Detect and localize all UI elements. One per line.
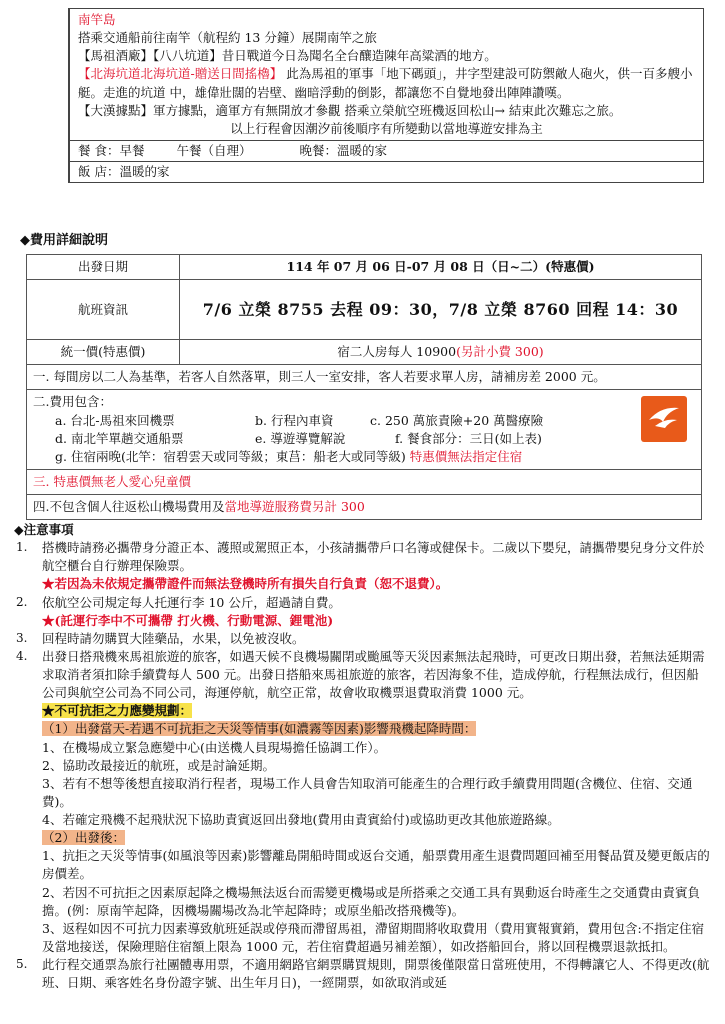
hotel-text: 飯 店：溫暖的家 (69, 162, 703, 182)
note-number: 2. (16, 594, 28, 609)
fee-item-4-red: 當地導遊服務費另計 300 (224, 499, 365, 514)
include-g-note: 特惠價無法指定住宿 (409, 448, 523, 464)
itinerary-highlight: 北海坑道-贈送日間搖櫓】 (140, 66, 283, 82)
force-item: 2、若因不可抗拒之因素原起降之機場無法返台而需變更機場或是所搭乘之交通工具有異動返台時產生之交通費由責賓負擔。(例：原南竿起降，因機場關場改為北竿起降時；或原坐船改搭飛機等)。 (42, 884, 700, 918)
itinerary-line: 【馬祖酒廠】【八八坑道】昔日戰道今日為聞名全台釀造陳年高粱酒的地方。 (78, 48, 497, 64)
note-item (14, 648, 710, 956)
island-name: 南竿島 (78, 12, 116, 27)
itinerary-line: 【大漢據點】軍方據點，適軍方有無開放才參觀 搭乘立榮航空班機返回松山→ 結束此次難忘之旅。 (78, 102, 622, 118)
include-f: f. 餐食部分：三日(如上表) (395, 430, 542, 446)
fee-item-4-text: 四.不包含個人往返松山機場費用及 (33, 499, 225, 514)
note-number: 5. (16, 957, 28, 971)
meal-lunch: 午餐（自理） (176, 142, 252, 158)
fee-table (26, 254, 702, 520)
fee-item-1: 一. 每間房以二人為基準，若客人自然落單，則三人一室安排，客人若要求單人房，請補房差 2000 元。 (33, 369, 606, 385)
force-item: 1、在機場成立緊急應變中心(由送機人員現場擔任協調工作）。 (42, 739, 387, 755)
note-text: 此行程交通票為旅行社團體專用票，不適用網路官網票購買規則，開票後僅限當日當班使用，不得轉讓它人、不得更改(航班、日期、乘客姓名身份證字號、出生年月日)，一經開票，如欲取消或延 (42, 957, 710, 991)
meal-row (69, 140, 703, 161)
note-warning: ★若因為未依規定攜帶證件而無法登機時所有損失自行負責（恕不退費）。 (42, 576, 449, 592)
notes-section (14, 521, 710, 992)
date-label: 出發日期 (27, 255, 180, 280)
force-majeure-case-2: （2）出發後： (42, 830, 125, 846)
fee-includes (27, 390, 702, 470)
note-text: 出發日搭飛機來馬祖旅遊的旅客，如遇天候不良機場關閉或颱風等天災因素無法起飛時，可更改日期出發，若無法延期需求取消者須扣除手續費每人 500 元。出發日搭船來馬祖旅遊的旅客，若因海象不佳，造成停航，行程無法成行，但因船公司與航空公司為不同公司，海運停航，航空正常，故會收取機票退費取消費 1000 元。 (42, 648, 705, 701)
meal-dinner: 晚餐：溫暖的家 (299, 142, 387, 158)
itinerary-line (78, 65, 695, 101)
include-g: g. 住宿兩晚(北竿：宿碧雲天或同等級；東莒：船老大或同等級) (55, 448, 406, 464)
include-a: a. 台北-馬祖來回機票 (55, 412, 175, 428)
flight-label: 航班資訊 (27, 280, 180, 340)
price-label: 統一價(特惠價) (27, 340, 180, 365)
fee-details (27, 365, 702, 390)
note-item (14, 539, 710, 593)
hotel-row (69, 161, 703, 182)
note-number: 1. (16, 540, 28, 555)
itinerary-day-block (69, 9, 703, 140)
force-item: 3、返程如因不可抗力因素導致航班延誤或停飛而滯留馬祖，滯留期間將收取費用（費用實報實銷，費用包含:不指定住宿及當地接送，保險理賠住宿額上限為 1000 元，若住宿費超過另補差額），如改搭船回台，將以回程機票退款抵扣。 (42, 920, 705, 954)
travel-agency-logo (641, 396, 687, 442)
itinerary-text: 此為馬祖的軍事「地下碼頭」，井字型建設可防禦敵人砲火，供一百多艘小艇。走進的坑道 中，雄偉壯闊的岩壁、幽暗浮動的倒影，都讓您不自覺地發出陣陣讚嘆。 (78, 66, 693, 100)
include-c: c. 250 萬旅責險+20 萬醫療險 (370, 412, 544, 428)
force-item: 3、若有不想等後想直接取消行程者，現場工作人員會告知取消可能產生的合理行政手續費用問題(含機位、住宿、交通費)。 (42, 775, 693, 809)
price-value: 宿二人房每人 10900 (337, 344, 457, 360)
includes-row-3 (33, 448, 695, 466)
fee-item-2: 二.費用包含： (33, 394, 112, 410)
include-d: d. 南北竿單趟交通船票 (55, 430, 184, 446)
price-tip: (另計小費 300) (456, 344, 544, 360)
note-text: 回程時請勿購買大陸藥品，水果，以免被沒收。 (42, 630, 305, 646)
includes-row-1 (33, 412, 695, 430)
date-value: 114 年 07 月 06 日-07 月 08 日（日~二）(特惠價) (180, 255, 702, 280)
itinerary-note: 以上行程會因潮汐前後順序有所變動以當地導遊安排為主 (230, 120, 543, 136)
includes-row-2 (33, 430, 695, 448)
include-b: b. 行程內車資 (255, 412, 334, 428)
itinerary-highlight: 【北海坑道 (78, 66, 141, 82)
fee-item-3: 三. 特惠價無老人愛心兒童價 (27, 469, 702, 494)
note-number: 4. (16, 648, 28, 663)
include-e: e. 導遊導覽解說 (255, 430, 346, 446)
note-number: 3. (16, 630, 28, 645)
fee-item-4 (27, 495, 702, 520)
itinerary-line: 搭乘交通船前往南竿（航程約 13 分鐘）展開南竿之旅 (78, 30, 377, 46)
note-text: 搭機時請務必攜帶身分證正本、護照或駕照正本，小孩請攜帶戶口名簿或健保卡。二歲以下嬰兒，請攜帶嬰兒身分文件於航空櫃台自行辦理保險票。 (42, 540, 705, 574)
bird-logo-icon (641, 396, 687, 442)
force-majeure-case-1: （1）出發當天-若遇不可抗拒之天災等情事(如濃霧等因素)影響飛機起降時間： (42, 721, 477, 737)
note-text: 依航空公司規定每人托運行李 10 公斤，超過請自費。 (42, 594, 341, 610)
itinerary-table (68, 8, 704, 183)
section-title: ◆費用詳細說明 (20, 233, 108, 248)
notes-title: ◆注意事項 (14, 522, 74, 537)
force-item: 4、若確定飛機不起飛狀況下協助責賓返回出發地(費用由責賓給付)或協助更改其他旅遊路線。 (42, 812, 560, 827)
note-item (14, 594, 710, 630)
force-item: 2、協助改最接近的航班，或是討論延期。 (42, 757, 275, 773)
note-warning: ★(託運行李中不可攜帶 打火機、行動電源、鋰電池) (42, 612, 334, 628)
force-item: 1、抗拒之天災等情事(如風浪等因素)影響離島開船時間或返台交通，船票費用產生退費問題回補至用餐品質及變更飯店的房價差。 (42, 848, 710, 882)
note-item (14, 956, 710, 992)
meal-breakfast: 餐 食：早餐 (78, 142, 145, 158)
price-cell (180, 340, 702, 365)
force-majeure-title: ★不可抗拒之力應變規劃： (42, 703, 193, 719)
note-item (14, 630, 710, 648)
flight-value: 7/6 立榮 8755 去程 09：30，7/8 立榮 8760 回程 14：30 (180, 280, 702, 340)
